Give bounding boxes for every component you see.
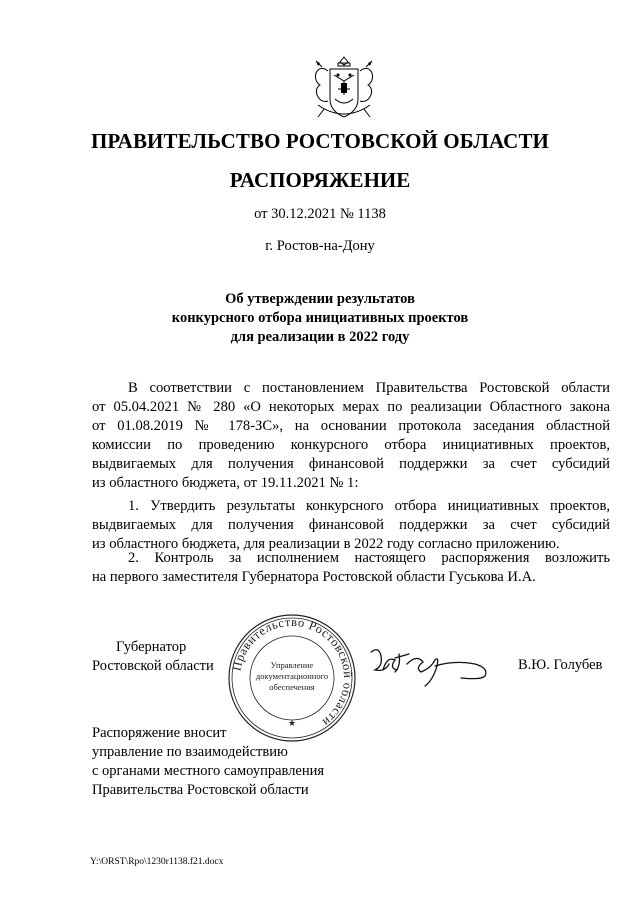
preamble-line: В соответствии с постановлением Правительства Ростовской области xyxy=(128,380,610,396)
city-line: г. Ростов-на-Дону xyxy=(265,238,375,254)
preamble-paragraph xyxy=(92,379,610,493)
position-line: Губернатор xyxy=(116,639,187,655)
item-1-paragraph xyxy=(92,497,610,554)
signatory-position xyxy=(92,638,214,676)
item-1-line: 1. Утвердить результаты конкурсного отбора инициативных проектов, xyxy=(128,498,610,514)
item-2-line: на первого заместителя Губернатора Ростовской области Гуськова И.А. xyxy=(92,569,536,585)
handwritten-signature xyxy=(365,640,495,690)
submitter-line: Правительства Ростовской области xyxy=(92,782,309,798)
preamble-line: из областного бюджета, от 19.11.2021 № 1: xyxy=(92,475,359,491)
preamble-line: комиссии по проведению конкурсного отбора инициативных проектов, xyxy=(92,437,610,453)
file-path: Y:\ORST\Rpo\1230r1138.f21.docx xyxy=(90,857,224,867)
preamble-line: выдвигаемых для получения финансовой поддержки за счет субсидий xyxy=(92,456,610,472)
submitter-note xyxy=(92,724,324,800)
item-1-line: из областного бюджета, для реализации в 2022 году согласно приложению. xyxy=(92,536,560,552)
document-type-title: РАСПОРЯЖЕНИЕ xyxy=(229,168,411,192)
seal-center-line: обеспечения xyxy=(269,682,315,692)
preamble-line: от 01.08.2019 № 178-ЗС», на основании протокола заседания областной xyxy=(92,418,610,434)
item-1-line: выдвигаемых для получения финансовой поддержки за счет субсидий xyxy=(92,517,610,533)
document-subject xyxy=(0,290,640,347)
seal-center-line: документационного xyxy=(255,671,329,681)
subject-line: Об утверждении результатов xyxy=(225,291,415,307)
submitter-line: Распоряжение вносит xyxy=(92,725,227,741)
seal-center-line: Управление xyxy=(270,660,314,670)
preamble-line: от 05.04.2021 № 280 «О некоторых мерах по реализации Областного закона xyxy=(92,399,610,415)
government-title: ПРАВИТЕЛЬСТВО РОСТОВСКОЙ ОБЛАСТИ xyxy=(91,129,549,153)
seal-ring-text: Правительство Ростовской области xyxy=(229,614,356,730)
seal-star-icon: ★ xyxy=(287,718,297,728)
subject-line: для реализации в 2022 году xyxy=(230,329,410,345)
date-number: от 30.12.2021 № 1138 xyxy=(254,206,386,222)
coat-of-arms-emblem xyxy=(308,55,380,125)
submitter-line: с органами местного самоуправления xyxy=(92,763,325,779)
subject-line: конкурсного отбора инициативных проектов xyxy=(171,310,469,326)
item-2-paragraph xyxy=(92,549,610,587)
position-line: Ростовской области xyxy=(92,658,214,674)
submitter-line: управление по взаимодействию xyxy=(92,744,288,760)
signatory-name: В.Ю. Голубев xyxy=(518,657,603,673)
item-2-line: 2. Контроль за исполнением настоящего распоряжения возложить xyxy=(128,550,610,566)
